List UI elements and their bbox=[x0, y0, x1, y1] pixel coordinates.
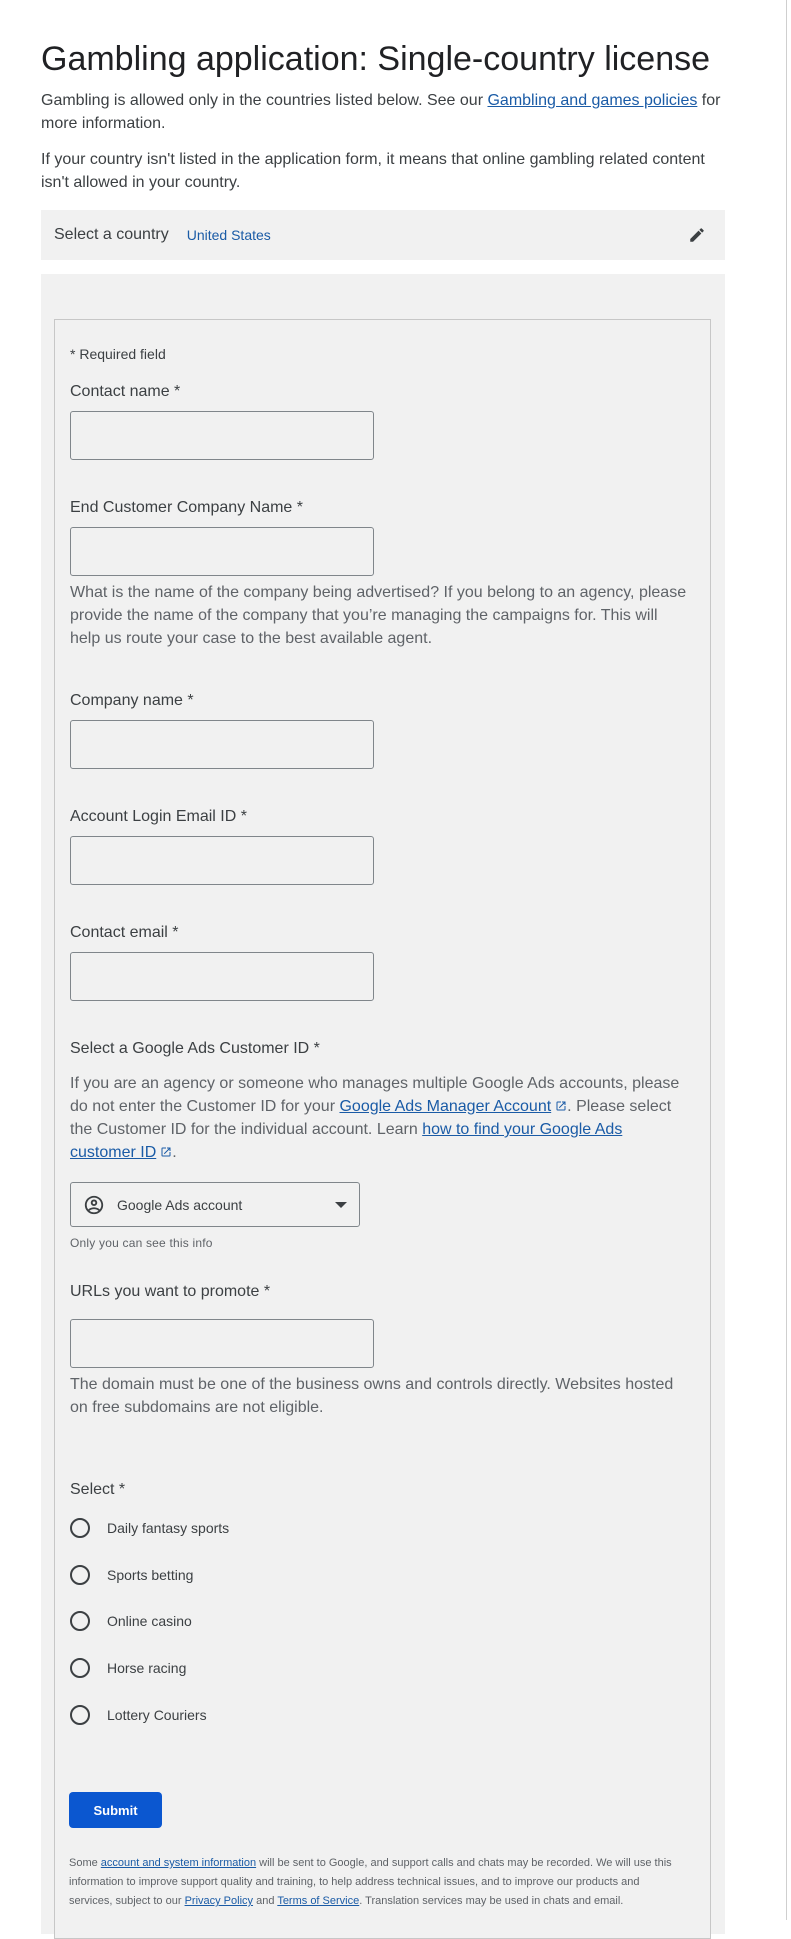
disclaimer-text: and bbox=[253, 1895, 278, 1907]
scrollbar-track[interactable] bbox=[786, 0, 787, 1920]
urls-help: The domain must be one of the business owns and controls directly. Websites hosted on free subdomains are not eligible. bbox=[70, 1376, 674, 1416]
radio-option-sports-betting[interactable] bbox=[70, 1565, 193, 1585]
radio-option-online-casino[interactable] bbox=[70, 1611, 192, 1631]
find-customer-id-link-text: how to find your Google Ads customer ID bbox=[70, 1121, 623, 1161]
country-notice: If your country isn't listed in the application form, it means that online gambling related content isn't allowed in your country. bbox=[41, 151, 705, 191]
data-disclaimer bbox=[69, 1854, 679, 1911]
radio-option-horse-racing[interactable] bbox=[70, 1658, 186, 1678]
end-customer-help: What is the name of the company being advertised? If you belong to an agency, please provide the name of the company that you’re managing the campaigns for. This will help us route your case to the best available agent. bbox=[70, 584, 687, 647]
intro-text: Gambling is allowed only in the countries listed below. See our bbox=[41, 92, 488, 109]
radio-button[interactable] bbox=[70, 1611, 90, 1631]
radio-label: Sports betting bbox=[107, 1567, 194, 1583]
urls-input[interactable] bbox=[70, 1319, 374, 1368]
application-form bbox=[54, 319, 711, 1939]
radio-button[interactable] bbox=[70, 1518, 90, 1538]
radio-option-daily-fantasy-sports[interactable] bbox=[70, 1518, 229, 1538]
application-form-panel bbox=[41, 274, 725, 1934]
manager-account-link[interactable] bbox=[339, 1098, 567, 1115]
end-customer-company-input[interactable] bbox=[70, 527, 374, 576]
google-ads-account-select[interactable] bbox=[70, 1182, 360, 1227]
radio-option-lottery-couriers[interactable] bbox=[70, 1705, 207, 1725]
page-title: Gambling application: Single-country license bbox=[41, 40, 711, 78]
account-system-info-link[interactable]: account and system information bbox=[100, 1857, 257, 1869]
radio-label: Daily fantasy sports bbox=[107, 1520, 230, 1536]
radio-label: Lottery Couriers bbox=[107, 1707, 207, 1723]
customer-id-help-middle: . Please select the Customer ID for the individual account. Learn bbox=[70, 1098, 672, 1138]
required-field-note: * Required field bbox=[70, 346, 166, 362]
external-link-icon bbox=[160, 1146, 172, 1158]
customer-id-label: Select a Google Ads Customer ID * bbox=[70, 1040, 320, 1057]
country-label: Select a country bbox=[54, 226, 169, 243]
urls-label: URLs you want to promote * bbox=[70, 1283, 271, 1300]
manager-account-link-text: Google Ads Manager Account bbox=[339, 1098, 552, 1115]
company-name-label: Company name * bbox=[70, 692, 194, 709]
category-select-label: Select * bbox=[70, 1481, 126, 1498]
intro-paragraph bbox=[41, 89, 731, 135]
disclaimer-text: . Translation services may be used in chats and email. bbox=[359, 1895, 624, 1907]
submit-button[interactable]: Submit bbox=[69, 1792, 162, 1828]
account-select-value: Google Ads account bbox=[117, 1196, 243, 1213]
login-email-input[interactable] bbox=[70, 836, 374, 885]
radio-button[interactable] bbox=[70, 1565, 90, 1585]
dropdown-arrow-icon bbox=[335, 1201, 347, 1209]
contact-email-label: Contact email * bbox=[70, 924, 179, 941]
account-circle-icon bbox=[83, 1194, 105, 1216]
disclaimer-text: will be sent to Google, and support calls and chats may be recorded. We will use this information to improve support quality and training, to help address technical issues, and to improve our products and services, subject to our bbox=[69, 1857, 672, 1907]
pencil-icon[interactable] bbox=[682, 220, 712, 250]
customer-id-help bbox=[70, 1072, 690, 1164]
country-selector[interactable] bbox=[41, 210, 725, 260]
external-link-icon bbox=[555, 1100, 567, 1112]
intro-text-end: for more information. bbox=[41, 92, 721, 132]
country-value: United States bbox=[186, 227, 271, 243]
customer-id-help-end: . bbox=[172, 1144, 177, 1161]
login-email-label: Account Login Email ID * bbox=[70, 808, 247, 825]
company-name-input[interactable] bbox=[70, 720, 374, 769]
terms-of-service-link[interactable]: Terms of Service bbox=[277, 1895, 360, 1907]
gambling-policies-link[interactable]: Gambling and games policies bbox=[487, 92, 698, 109]
contact-email-input[interactable] bbox=[70, 952, 374, 1001]
privacy-note: Only you can see this info bbox=[70, 1236, 213, 1250]
customer-id-help-text: If you are an agency or someone who manages multiple Google Ads accounts, please do not enter the Customer ID for your bbox=[70, 1075, 680, 1115]
radio-label: Online casino bbox=[107, 1613, 192, 1629]
contact-name-input[interactable] bbox=[70, 411, 374, 460]
privacy-policy-link[interactable]: Privacy Policy bbox=[184, 1895, 254, 1907]
contact-name-label: Contact name * bbox=[70, 383, 181, 400]
radio-button[interactable] bbox=[70, 1658, 90, 1678]
disclaimer-text: Some bbox=[69, 1857, 101, 1869]
radio-label: Horse racing bbox=[107, 1660, 187, 1676]
radio-button[interactable] bbox=[70, 1705, 90, 1725]
end-customer-company-label: End Customer Company Name * bbox=[70, 499, 303, 516]
